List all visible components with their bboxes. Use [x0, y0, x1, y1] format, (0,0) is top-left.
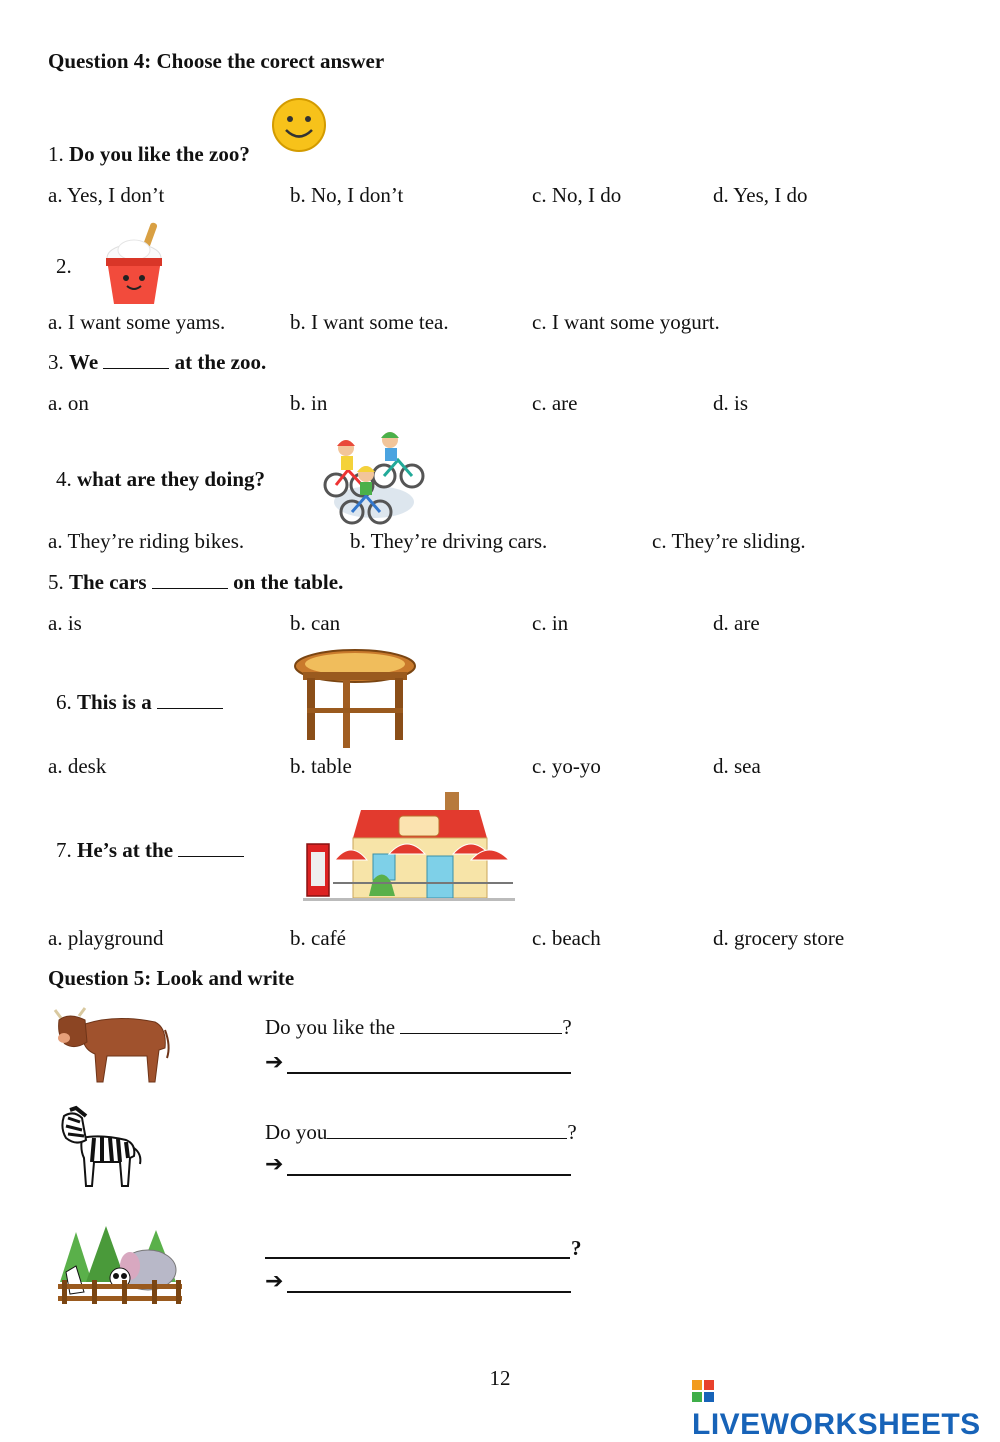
question-6-number: 6.	[56, 690, 72, 714]
smiley-face-image	[271, 97, 327, 153]
q1-option-a[interactable]: a. Yes, I don’t	[48, 183, 165, 207]
liveworksheets-brand-text: LIVEWORKSHEETS	[692, 1408, 981, 1441]
q4-option-b[interactable]: b. They’re driving cars.	[350, 529, 548, 553]
q5-row-3-question-mark: ?	[571, 1236, 582, 1260]
question-6	[56, 690, 223, 715]
q5-row-2-answer-line[interactable]	[287, 1174, 571, 1176]
question-5-text-start: The cars	[69, 570, 147, 594]
q5-row-1-prompt-text: Do you like the	[265, 1015, 396, 1039]
q6-option-b[interactable]: b. table	[290, 754, 352, 778]
q1-option-b[interactable]: b. No, I don’t	[290, 183, 404, 207]
q5-row-2-prompt-text: Do you	[265, 1120, 328, 1144]
question-6-text: This is a	[77, 690, 152, 714]
q6-option-a[interactable]: a. desk	[48, 754, 107, 778]
q5-row-2-question-mark: ?	[567, 1120, 577, 1144]
liveworksheets-logo-icon	[692, 1380, 714, 1402]
q6-option-d[interactable]: d. sea	[713, 754, 761, 778]
q7-option-b[interactable]: b. café	[290, 926, 346, 950]
q5-row-2-prompt	[265, 1120, 577, 1145]
question-5-heading: Question 5: Look and write	[48, 966, 295, 990]
question-7-number: 7.	[56, 838, 72, 862]
zebra-image	[56, 1108, 142, 1190]
question-1-text: Do you like the zoo?	[69, 142, 250, 166]
question-4-text: what are they doing?	[77, 467, 266, 491]
q5-option-b[interactable]: b. can	[290, 611, 341, 635]
question-3-blank	[103, 350, 169, 369]
liveworksheets-logo	[692, 1374, 1000, 1442]
question-5-text-end: on the table.	[233, 570, 344, 594]
question-3-text-start: We	[69, 350, 99, 374]
q7-option-d[interactable]: d. grocery store	[713, 926, 845, 950]
q3-option-b[interactable]: b. in	[290, 391, 328, 415]
yogurt-cup-image	[102, 220, 166, 308]
question-4-heading: Question 4: Choose the corect answer	[48, 49, 385, 73]
q5-row-3-answer-line[interactable]	[287, 1291, 571, 1293]
zoo-animals-image	[56, 1222, 184, 1306]
question-4-number: 4.	[56, 467, 72, 491]
q4-option-c[interactable]: c. They’re sliding.	[652, 529, 806, 553]
q3-option-c[interactable]: c. are	[532, 391, 578, 415]
question-7	[56, 838, 244, 863]
table-image	[293, 648, 417, 750]
q5-option-c[interactable]: c. in	[532, 611, 569, 635]
question-1	[48, 142, 250, 167]
q6-option-c[interactable]: c. yo-yo	[532, 754, 601, 778]
q1-option-d[interactable]: d. Yes, I do	[713, 183, 808, 207]
question-6-blank	[157, 690, 223, 709]
question-5-number: 5.	[48, 570, 64, 594]
q7-option-a[interactable]: a. playground	[48, 926, 164, 950]
question-5-blank	[152, 570, 228, 589]
q5-option-a[interactable]: a. is	[48, 611, 82, 635]
arrow-right-icon: ➔	[265, 1269, 284, 1294]
question-4	[56, 467, 265, 492]
q5-row-1-question-mark: ?	[562, 1015, 572, 1039]
q5-row-3-question-line[interactable]	[265, 1257, 570, 1259]
arrow-right-icon: ➔	[265, 1152, 284, 1177]
q2-option-a[interactable]: a. I want some yams.	[48, 310, 226, 334]
question-3-text-end: at the zoo.	[174, 350, 267, 374]
q5-row-1-blank[interactable]	[400, 1015, 562, 1034]
q7-option-c[interactable]: c. beach	[532, 926, 601, 950]
question-2-number: 2.	[56, 254, 72, 278]
kids-riding-bikes-image	[322, 430, 424, 525]
page-number: 12	[489, 1366, 511, 1390]
q3-option-d[interactable]: d. is	[713, 391, 749, 415]
cow-image	[55, 1006, 171, 1086]
arrow-right-icon: ➔	[265, 1050, 284, 1075]
question-3-number: 3.	[48, 350, 64, 374]
question-1-number: 1.	[48, 142, 64, 166]
q1-option-c[interactable]: c. No, I do	[532, 183, 622, 207]
q5-row-1-prompt	[265, 1015, 572, 1040]
q2-option-b[interactable]: b. I want some tea.	[290, 310, 449, 334]
q5-row-1-answer-line[interactable]	[287, 1072, 571, 1074]
question-3	[48, 350, 266, 375]
q2-option-c[interactable]: c. I want some yogurt.	[532, 310, 720, 334]
q5-row-2-blank[interactable]	[327, 1120, 567, 1139]
question-7-text: He’s at the	[77, 838, 174, 862]
q3-option-a[interactable]: a. on	[48, 391, 89, 415]
question-5	[48, 570, 343, 595]
q5-option-d[interactable]: d. are	[713, 611, 760, 635]
q4-option-a[interactable]: a. They’re riding bikes.	[48, 529, 245, 553]
question-7-blank	[178, 838, 244, 857]
cafe-building-image	[303, 790, 515, 904]
